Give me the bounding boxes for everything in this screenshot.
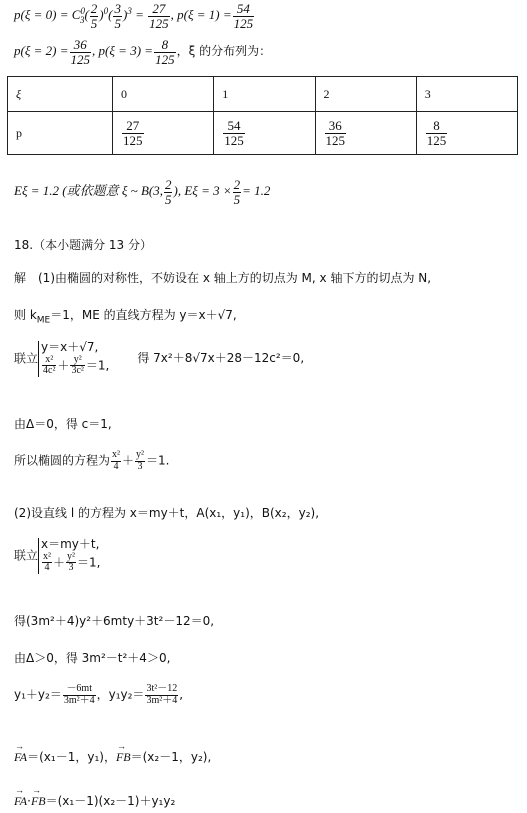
table-cell bbox=[416, 112, 517, 155]
line-probabilities-2 bbox=[14, 38, 271, 66]
cell-frac bbox=[426, 119, 448, 147]
paren-open: ( bbox=[84, 7, 89, 23]
system-label: 联立 bbox=[14, 548, 39, 563]
frac-num: y² bbox=[136, 449, 145, 460]
frac-y2-3c2 bbox=[70, 355, 84, 377]
expectation-line bbox=[14, 178, 270, 206]
p0-lhs: p(ξ = 0) = C bbox=[14, 7, 81, 23]
system-eq-1: y＝x＋√7, bbox=[41, 340, 99, 354]
s10-b: ，y₁y₂＝ bbox=[96, 687, 145, 702]
frac-num: 2 bbox=[90, 1, 98, 16]
c-sup: 0 bbox=[80, 5, 85, 16]
paren-close: ) bbox=[99, 7, 104, 23]
frac-den: 125 bbox=[123, 132, 143, 148]
frac-den: 3m²＋4 bbox=[63, 694, 95, 706]
frac-2-5-c bbox=[233, 178, 242, 206]
vieta-line bbox=[14, 684, 183, 706]
solution-line-8: 得(3m²＋4)y²＋6mty＋3t²－12＝0, bbox=[14, 614, 215, 628]
table-cell: 0 bbox=[113, 77, 214, 112]
solution-line-4: 由Δ＝0，得 c＝1, bbox=[14, 417, 112, 431]
line-probabilities-1 bbox=[14, 2, 255, 30]
dot: · bbox=[27, 794, 31, 808]
system-eq-1: x＝my＋t, bbox=[41, 537, 100, 551]
solution-line-9: 由Δ＞0，得 3m²－t²＋4＞0, bbox=[14, 651, 171, 665]
frac-num: 3 bbox=[114, 1, 121, 16]
frac-product bbox=[145, 684, 178, 706]
cell-frac bbox=[325, 119, 347, 147]
c-sub: 3 bbox=[79, 14, 85, 25]
table-cell: 2 bbox=[315, 77, 416, 112]
system-1 bbox=[14, 341, 304, 377]
frac-36-125 bbox=[70, 38, 92, 66]
frac-num: 54 bbox=[223, 119, 245, 134]
frac-den: 125 bbox=[70, 51, 91, 67]
frac-27-125 bbox=[148, 2, 170, 30]
frac-den: 5 bbox=[114, 15, 121, 31]
frac-den: 125 bbox=[325, 132, 345, 148]
exp-sup: 0 bbox=[103, 5, 109, 16]
table-cell: 1 bbox=[214, 77, 315, 112]
system-brace bbox=[38, 341, 109, 377]
table-row bbox=[8, 77, 518, 112]
frac-num: x² bbox=[42, 355, 56, 367]
table-cell bbox=[214, 112, 315, 155]
frac-den: 5 bbox=[233, 191, 241, 207]
exp-part-a: Eξ = 1.2 (或依题意 ξ ~ B(3, bbox=[14, 183, 163, 199]
table-cell bbox=[113, 112, 214, 155]
s11-b: ＝(x₂－1，y₂), bbox=[130, 750, 212, 764]
frac-y2-3 bbox=[66, 552, 76, 574]
question-18-heading: 18.（本小题满分 13 分） bbox=[14, 238, 152, 252]
frac-num: 36 bbox=[70, 38, 92, 53]
system-brace bbox=[38, 538, 100, 574]
frac-den: 4c² bbox=[43, 365, 56, 377]
exp-part-c: = 1.2 bbox=[242, 183, 271, 199]
table-cell: p bbox=[8, 112, 113, 155]
s11-a: ＝(x₁－1，y₁)， bbox=[27, 750, 116, 764]
frac-sum bbox=[63, 684, 96, 706]
frac-8-125 bbox=[154, 38, 176, 66]
frac-x2-4 bbox=[42, 552, 52, 574]
frac-num: x² bbox=[112, 449, 121, 460]
frac-num: y² bbox=[70, 355, 84, 367]
distribution-table bbox=[7, 76, 518, 155]
frac-num: 8 bbox=[154, 38, 176, 53]
s2-b: ＝1，ME 的直线方程为 y＝x＋√7, bbox=[50, 308, 237, 322]
frac-2-5-a bbox=[90, 2, 99, 30]
frac-2-5-b bbox=[164, 178, 173, 206]
solution-line-6: (2)设直线 l 的方程为 x＝my＋t，A(x₁，y₁)，B(x₂，y₂), bbox=[14, 506, 320, 520]
frac-num: 36 bbox=[325, 119, 347, 134]
frac-num: 27 bbox=[122, 119, 144, 134]
table-row bbox=[8, 112, 518, 155]
distribution-intro: ，ξ 的分布列为： bbox=[176, 44, 272, 59]
paren-open: ( bbox=[108, 7, 113, 23]
frac-y2-3 bbox=[135, 450, 145, 472]
vector-fb: → FB bbox=[116, 750, 131, 765]
frac-x2-4c2 bbox=[42, 355, 56, 377]
frac-den: 125 bbox=[426, 132, 447, 148]
s2-sub: ME bbox=[36, 315, 51, 326]
frac-num: 3t²－12 bbox=[146, 683, 178, 694]
s2-a: 则 k bbox=[14, 308, 37, 322]
eq-tail: ＝1, bbox=[77, 555, 101, 570]
frac-den: 125 bbox=[155, 51, 175, 67]
plus: ＋ bbox=[53, 555, 66, 570]
frac-den: 125 bbox=[224, 132, 244, 148]
p2-lhs: p(ξ = 2) = bbox=[14, 43, 69, 59]
frac-num: 8 bbox=[426, 119, 448, 134]
frac-den: 125 bbox=[233, 15, 254, 31]
exp-part-b: ), Eξ = 3 × bbox=[173, 183, 232, 199]
frac-num: 27 bbox=[148, 2, 170, 17]
frac-num: 2 bbox=[233, 177, 241, 192]
frac-den: 5 bbox=[90, 15, 98, 31]
table-cell: ξ bbox=[8, 77, 113, 112]
vector-line-1 bbox=[14, 748, 211, 765]
frac-den: 3m²＋4 bbox=[146, 694, 178, 706]
frac-num: －6mt bbox=[63, 684, 96, 696]
vector-fa: → FA bbox=[14, 750, 27, 765]
solution-line-1: 解 (1)由椭圆的对称性，不妨设在 x 轴上方的切点为 M, x 轴下方的切点为 N, bbox=[14, 271, 432, 285]
frac-den: 125 bbox=[149, 15, 169, 31]
system-eq-2 bbox=[41, 552, 100, 574]
frac-den: 5 bbox=[164, 191, 172, 207]
ellipse-equation bbox=[14, 450, 169, 472]
system-label: 联立 bbox=[14, 351, 39, 366]
plus: ＋ bbox=[122, 453, 135, 468]
exp-sup: 3 bbox=[127, 5, 132, 16]
s5-a: 所以椭圆的方程为 bbox=[14, 453, 111, 468]
frac-den: 3c² bbox=[71, 365, 84, 377]
s5-b: ＝1. bbox=[146, 453, 170, 468]
frac-den: 3 bbox=[137, 460, 143, 472]
frac-54-125 bbox=[233, 2, 255, 30]
system-eq-2 bbox=[41, 355, 109, 377]
s10-c: , bbox=[179, 687, 184, 702]
frac-x2-4 bbox=[111, 450, 121, 472]
frac-3-5 bbox=[113, 2, 122, 30]
frac-den: 4 bbox=[44, 562, 50, 574]
vector-fb: → FB bbox=[31, 794, 46, 809]
solution-line-2 bbox=[14, 306, 237, 325]
plus: ＋ bbox=[57, 358, 70, 373]
system-result: 得 7x²＋8√7x＋28－12c²＝0, bbox=[137, 351, 305, 366]
p1-lhs: , p(ξ = 1) = bbox=[170, 7, 232, 23]
eq-tail: ＝1, bbox=[85, 358, 110, 373]
s12-a: ＝(x₁－1)(x₂－1)＋y₁y₂ bbox=[45, 794, 176, 808]
frac-num: 2 bbox=[164, 177, 172, 192]
frac-num: y² bbox=[67, 550, 76, 562]
vector-line-2 bbox=[14, 792, 175, 809]
cell-frac bbox=[223, 119, 245, 147]
s10-a: y₁＋y₂＝ bbox=[14, 687, 62, 702]
paren-close: ) bbox=[122, 7, 128, 23]
frac-den: 3 bbox=[68, 562, 74, 574]
frac-den: 4 bbox=[113, 460, 119, 472]
vector-fa: → FA bbox=[14, 794, 27, 809]
system-2 bbox=[14, 538, 100, 574]
frac-num: 54 bbox=[233, 2, 255, 17]
frac-num: x² bbox=[43, 550, 52, 562]
equals: = bbox=[131, 7, 148, 23]
table-cell bbox=[315, 112, 416, 155]
table-cell: 3 bbox=[416, 77, 517, 112]
cell-frac bbox=[122, 119, 144, 147]
p3-lhs: , p(ξ = 3) = bbox=[92, 43, 154, 59]
